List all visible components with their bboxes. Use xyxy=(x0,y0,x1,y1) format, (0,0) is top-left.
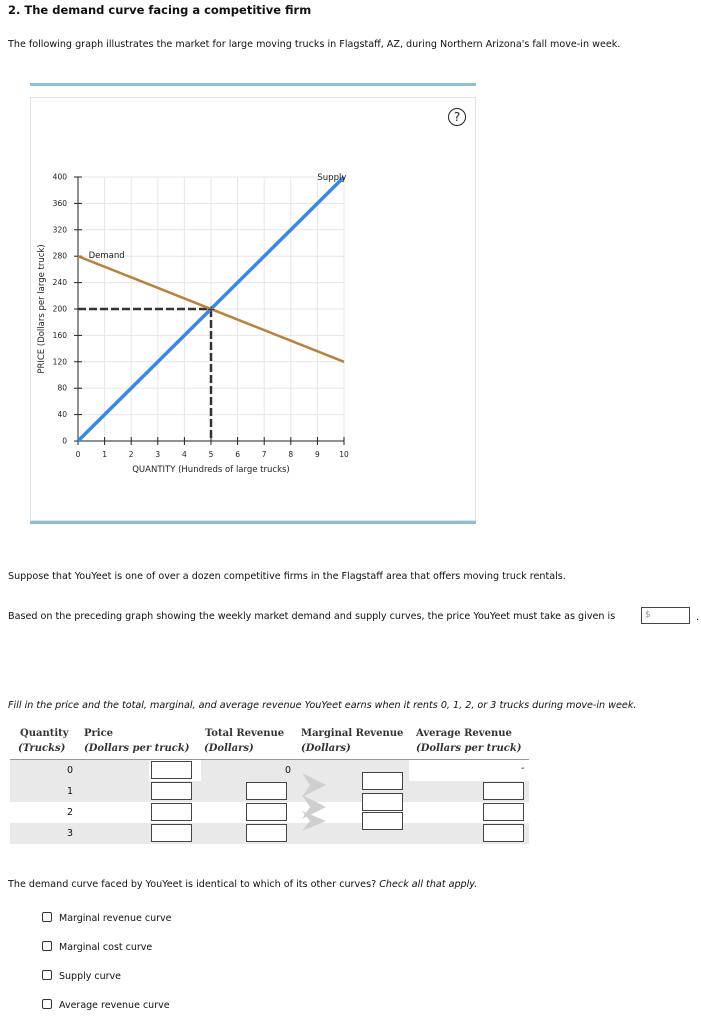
y-tick-label: 160 xyxy=(52,330,67,340)
divider-top xyxy=(30,83,476,86)
x-tick-label: 7 xyxy=(261,450,267,459)
average-revenue-input-q1[interactable] xyxy=(483,782,524,800)
checkbox-icon[interactable] xyxy=(42,941,52,951)
x-tick-label: 1 xyxy=(102,450,107,459)
equilibrium-marker: + xyxy=(206,303,216,316)
x-tick-label: 8 xyxy=(288,450,294,459)
option-supply-curve[interactable] xyxy=(42,970,121,982)
option-label: Marginal revenue curve xyxy=(59,913,172,924)
header-marginal-revenue-unit: (Dollars) xyxy=(301,743,351,754)
x-axis-title: QUANTITY (Hundreds of large trucks) xyxy=(132,465,290,475)
period: . xyxy=(696,612,700,623)
option-marginal-cost-curve[interactable] xyxy=(42,941,152,953)
total-revenue-input-q2[interactable] xyxy=(246,803,287,821)
header-total-revenue-unit: (Dollars) xyxy=(204,743,254,754)
supply-label: Supply xyxy=(317,173,347,183)
total-revenue-input-q3[interactable] xyxy=(246,824,287,842)
checkbox-icon[interactable] xyxy=(42,999,52,1009)
average-revenue-input-q3[interactable] xyxy=(483,824,524,842)
price-input-q3[interactable] xyxy=(151,824,192,842)
total-revenue-input-q1[interactable] xyxy=(246,782,287,800)
header-quantity-unit: (Trucks) xyxy=(18,743,66,754)
dollar-prefix: $ xyxy=(645,610,651,620)
demand-question-text: The demand curve faced by YouYeet is identical to which of its other curves? Check all that apply. xyxy=(8,879,478,890)
price-input[interactable] xyxy=(641,607,690,624)
x-tick-label: 6 xyxy=(235,450,240,459)
y-tick-label: 400 xyxy=(52,172,67,182)
y-tick-label: 80 xyxy=(57,383,67,393)
marginal-revenue-input-2[interactable] xyxy=(362,793,403,811)
supply-demand-chart xyxy=(31,98,477,522)
checkbox-icon[interactable] xyxy=(42,970,52,980)
arrow-icon xyxy=(302,811,326,831)
header-price: Price xyxy=(84,728,114,739)
average-revenue-q0: - xyxy=(521,763,525,774)
marginal-revenue-input-1[interactable] xyxy=(362,772,403,790)
demand-label: Demand xyxy=(88,251,125,262)
price-question-text: Based on the preceding graph showing the weekly market demand and supply curves, the price YouYeet must take as given is xyxy=(8,611,616,622)
option-average-revenue-curve[interactable] xyxy=(42,999,170,1011)
question-intro: The following graph illustrates the market for large moving trucks in Flagstaff, AZ, during Northern Arizona's fall move-in week. xyxy=(8,39,621,50)
header-marginal-revenue: Marginal Revenue xyxy=(301,728,404,739)
header-average-revenue: Average Revenue xyxy=(416,728,512,739)
total-revenue-q0: 0 xyxy=(284,765,292,776)
checkbox-icon[interactable] xyxy=(42,912,52,922)
header-price-unit: (Dollars per truck) xyxy=(84,743,190,754)
y-tick-label: 40 xyxy=(57,410,67,420)
x-tick-label: 5 xyxy=(208,450,214,459)
qty-3: 3 xyxy=(66,828,74,839)
fill-in-instructions: Fill in the price and the total, marginal, and average revenue YouYeet earns when it rents 0, 1, 2, or 3 trucks during move-in week. xyxy=(8,700,637,711)
x-tick-label: 9 xyxy=(315,450,320,459)
y-axis-title: PRICE (Dollars per large truck) xyxy=(37,244,47,374)
qty-1: 1 xyxy=(66,786,74,797)
price-input-q0[interactable] xyxy=(151,761,192,779)
marginal-revenue-input-3[interactable] xyxy=(362,812,403,830)
marginal-revenue-arrows xyxy=(300,771,330,833)
x-tick-label: 4 xyxy=(182,450,187,459)
graph-panel xyxy=(30,97,476,521)
question-title: 2. The demand curve facing a competitive firm xyxy=(8,3,312,17)
header-average-revenue-unit: (Dollars per truck) xyxy=(416,743,522,754)
x-tick-label: 0 xyxy=(75,450,81,459)
suppose-text: Suppose that YouYeet is one of over a dozen competitive firms in the Flagstaff area that offers moving truck rentals. xyxy=(8,571,566,582)
option-label: Average revenue curve xyxy=(59,1000,170,1011)
average-revenue-input-q2[interactable] xyxy=(483,803,524,821)
help-icon[interactable]: ? xyxy=(448,108,466,126)
y-tick-label: 120 xyxy=(52,357,67,367)
option-label: Supply curve xyxy=(59,971,122,982)
qty-0: 0 xyxy=(66,765,74,776)
price-input-q1[interactable] xyxy=(151,782,192,800)
y-tick-label: 200 xyxy=(52,304,67,314)
y-tick-label: 320 xyxy=(52,225,67,235)
price-input-q2[interactable] xyxy=(151,803,192,821)
option-marginal-revenue-curve[interactable] xyxy=(42,912,171,924)
option-label: Marginal cost curve xyxy=(59,942,153,953)
x-tick-label: 3 xyxy=(155,450,161,459)
y-tick-label: 280 xyxy=(52,251,67,261)
header-quantity: Quantity xyxy=(20,728,69,739)
header-total-revenue: Total Revenue xyxy=(205,728,285,739)
arrow-icon xyxy=(302,773,326,797)
x-tick-label: 2 xyxy=(128,450,134,459)
y-tick-label: 0 xyxy=(62,436,67,446)
y-tick-label: 360 xyxy=(52,198,67,208)
x-tick-label: 10 xyxy=(339,450,349,459)
divider-bottom xyxy=(30,521,476,524)
check-all-text: Check all that apply. xyxy=(379,879,478,890)
y-tick-label: 240 xyxy=(52,278,67,288)
qty-2: 2 xyxy=(66,807,74,818)
